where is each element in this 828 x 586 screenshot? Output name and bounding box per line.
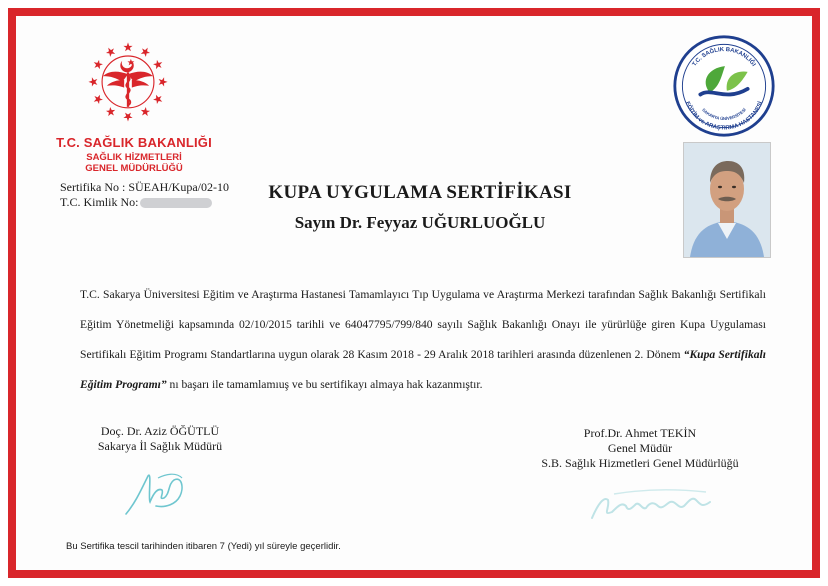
leaf-wave-emblem-icon (672, 34, 776, 138)
certificate-meta (60, 180, 229, 210)
signatory-left-title: Sakarya İl Sağlık Müdürü (97, 439, 223, 453)
recipient-name: Sayın Dr. Feyyaz UĞURLUOĞLU (294, 213, 546, 232)
id-number-row (60, 195, 229, 210)
hospital-logo-bottom-text: EĞİTİM ve ARAŞTIRMA HASTANESİ (683, 100, 765, 132)
ministry-line-2: SAĞLIK HİZMETLERİ (86, 152, 182, 163)
signatory-right-title: Genel Müdür (607, 441, 673, 455)
caduceus-star-emblem-icon (80, 32, 176, 128)
hospital-logo-mid-text: SAKARYA ÜNİVERSİTESİ (701, 107, 747, 122)
hospital-logo-top-text: T.C. SAĞLIK BAKANLIĞI (691, 46, 757, 68)
certificate-number: Sertifika No : SÜEAH/Kupa/02-10 (60, 180, 229, 194)
ministry-line-3: GENEL MÜDÜRLÜĞÜ (85, 163, 183, 174)
signature-left (118, 458, 188, 518)
body-text-part-2: nı başarı ile tamamlamıuş ve bu sertifikayı almaya hak kazanmıştır. (166, 378, 483, 391)
certificate-title: KUPA UYGULAMA SERTİFİKASI (268, 182, 572, 203)
ministry-name (54, 135, 214, 174)
ministry-line-1: T.C. SAĞLIK BAKANLIĞI (56, 135, 212, 150)
signatory-left-name: Doç. Dr. Aziz ÖĞÜTLÜ (100, 424, 220, 438)
signatory-right-name: Prof.Dr. Ahmet TEKİN (583, 426, 697, 440)
signatory-left (70, 424, 250, 454)
signatory-right (520, 426, 760, 471)
signatory-right-org: S.B. Sağlık Hizmetleri Genel Müdürlüğü (541, 456, 739, 470)
body-text-part-1: T.C. Sakarya Üniversitesi Eğitim ve Araştırma Hastanesi Tamamlayıcı Tıp Uygulama ve Araştırma Merkezi tarafından Sağlık Bakanlığı Sertifikalı Eğitim Yönetmeliği kapsamında 02/10/2015 tarihli ve 64047795/799/840 sayılı Sağlık Bakanlığı Onayı ile yürürlüğe giren Kupa Uygulaması Sertifikalı Eğitim Programı Standartlarına uygun olarak 28 Kasım 2018 - 29 Aralık 2018 tarihleri arasında düzenlenen 2. Dönem (80, 288, 766, 361)
portrait-photo (683, 142, 771, 258)
id-number-label: T.C. Kimlik No: (60, 195, 139, 209)
signature-right (588, 484, 718, 524)
certificate-body (80, 280, 766, 400)
id-number-redacted (140, 198, 212, 208)
validity-note: Bu Sertifika tescil tarihinden itibaren 7 (Yedi) yıl süreyle geçerlidir. (66, 541, 341, 552)
program-name: “Kupa Sertifikalı Eğitim Programı” (80, 348, 766, 391)
